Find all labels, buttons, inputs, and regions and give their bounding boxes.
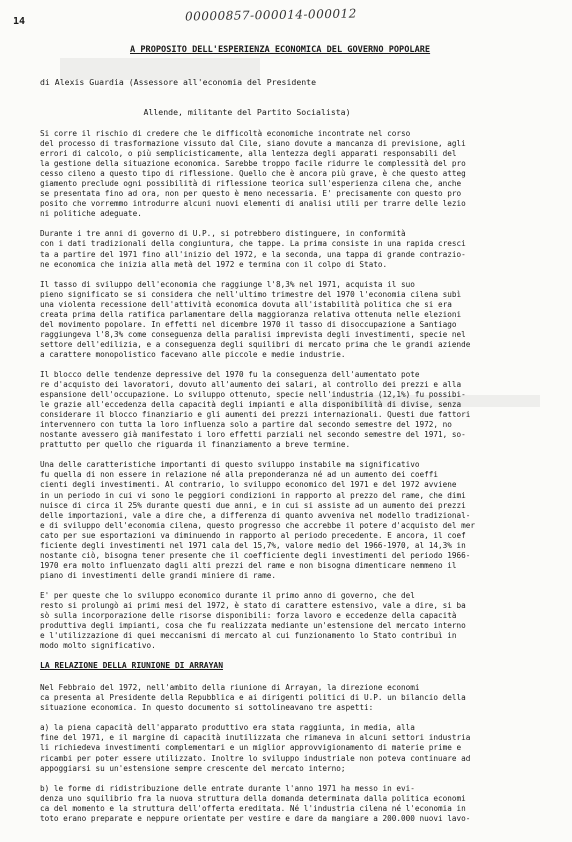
- text-line: ne economica che inizia alla metà del 1972 e termina con il colpo di Stato.: [40, 259, 388, 269]
- text-line: Una delle caratteristiche importanti di questo sviluppo instabile ma significativo: [40, 460, 420, 470]
- text-line: fu quella di non essere in relazione né alla preponderanza né ad un aumento dei coeffi: [40, 470, 439, 480]
- text-line: ricambi per poter essere utilizzato. Inoltre lo sviluppo industriale non poteva continuare ad: [40, 753, 471, 763]
- text-line: produttiva degli impianti, cosa che fu realizzata mediante un'estensione del mercato interno: [40, 621, 466, 631]
- paragraphs-before-section: [40, 129, 540, 651]
- text-line: considerare il blocco finanziario e gli aumenti dei prezzi internazionali. Questi due fattori: [40, 410, 471, 420]
- text-line: Il blocco delle tendenze depressive del 1970 fu la conseguenza dell'aumentato pote: [40, 369, 420, 379]
- text-line: in un periodo in cui vi sono le peggiori condizioni in rapporto al prezzo del rame, che dimi: [40, 490, 466, 500]
- text-line: a carattere monopolistico facevano alle piccole e medie industrie.: [40, 349, 346, 359]
- byline-line: Allende, militante del Partito Socialista): [40, 107, 351, 117]
- text-line: situazione economica. In questo documento si sottolineavano tre aspetti:: [40, 703, 374, 713]
- text-line: 1970 era molto influenzato dagli alti prezzi del rame e non bisogna dimenticare nemmeno il: [40, 560, 457, 570]
- text-line: ta a partire del 1971 fino all'inizio del 1972, e la seconda, una tappa di grande contrazio-: [40, 249, 466, 259]
- text-line: del movimento popolare. In effetti nel dicembre 1970 il tasso di disoccupazione a Santiago: [40, 319, 457, 329]
- text-line: a) la piena capacità dell'apparato produttivo era stata raggiunta, in media, alla: [40, 723, 415, 733]
- text-line: errori di calcolo, o più semplicisticamente, alla lentezza degli apparati responsabili del: [40, 149, 457, 159]
- text-line: li richiedeva investimenti complementari e un miglior approvvigionamento di materie prime e: [40, 743, 462, 753]
- byline-line: di Alexis Guardia (Assessore all'economia del Presidente: [40, 77, 317, 87]
- text-line: intervennero con tutta la loro influenza solo a partire dal secondo semestre del 1972, no: [40, 420, 452, 430]
- text-line: espansione dell'occupazione. Lo sviluppo ottenuto, specie nell'industria (12,1%) fu possibi-: [40, 390, 466, 400]
- text-line: una violenta recessione dell'attività economica dovuta all'istabilità politica che si era: [40, 299, 452, 309]
- page-number: 14: [13, 16, 26, 27]
- text-line: creata prima della ratifica parlamentare della maggioranza relativa ottenuta nelle elezioni: [40, 309, 462, 319]
- text-line: posito che vorremmo introdurre alcuni nuovi elementi di analisi utili per trarre delle lezio: [40, 199, 466, 209]
- paragraph: [40, 129, 540, 219]
- text-line: ca presenta al Presidente della Repubblica e ai dirigenti politici di U.P. un bilancio della: [40, 693, 466, 703]
- text-line: la gestione della situazione economica. Sarebbe troppo facile ridurre le complessità del pro: [40, 159, 466, 169]
- text-line: cato per sue esportazioni va diminuendo in rapporto al periodo precedente. E ancora, il coef: [40, 530, 466, 540]
- paragraphs-after-section: [40, 683, 540, 824]
- text-line: E' per queste che lo sviluppo economico durante il primo anno di governo, che del: [40, 590, 415, 600]
- text-line: appoggiarsi su un'estensione sempre crescente del mercato interno;: [40, 763, 346, 773]
- text-line: nostante avessero già manifestato i loro effetti parziali nel secondo semestre del 1971, so-: [40, 430, 466, 440]
- text-line: delle importazioni, vale a dire che, a differenza di quanto avveniva nel modello tradizional-: [40, 510, 471, 520]
- text-line: prattutto per quello che riguarda il finanziamento a breve termine.: [40, 440, 351, 450]
- text-line: resto si prolungò ai primi mesi del 1972, è stato di carattere estensivo, vale a dire, si ba: [40, 600, 466, 610]
- paragraph: [40, 723, 540, 773]
- text-line: ficiente degli investimenti nel 1971 cala del 15,7%, valore medio del 1966-1970, al 14,3% in: [40, 540, 466, 550]
- text-line: del processo di trasformazione vissuto dal Cile, siano dovute a mancanza di previsione, agli: [40, 139, 466, 149]
- paragraph: [40, 591, 540, 651]
- text-line: e di sviluppo dell'economia cilena, questo progresso che accrebbe il potere d'acquisto del mer: [40, 520, 476, 530]
- paragraph: [40, 784, 540, 824]
- text-line: ca del momento e la struttura dell'offerta ereditata. Né l'industria cilena né l'economia in: [40, 803, 466, 813]
- section-heading: LA RELAZIONE DELLA RIUNIONE DI ARRAYAN: [40, 661, 224, 671]
- text-line: giamento preclude ogni possibilità di riflessione teorica sull'esperienza cilena che, anche: [40, 179, 462, 189]
- text-line: piano di investimenti delle grandi miniere di rame.: [40, 570, 277, 580]
- text-line: fine del 1971, e il margine di capacità inutilizzata che rimaneva in alcuni settori industria: [40, 733, 471, 743]
- text-line: modo molto significativo.: [40, 641, 156, 651]
- text-line: Si corre il rischio di credere che le difficoltà economiche incontrate nel corso: [40, 129, 411, 138]
- text-line: nuisce di circa il 25% durante questi due anni, e in cui si assiste ad un aumento dei prezzi: [40, 500, 466, 510]
- text-line: cesso cileno a questo tipo di riflessione. Quello che è ancora più grave, è che questo atteg: [40, 169, 466, 179]
- byline: [40, 57, 520, 137]
- paragraph: [40, 229, 540, 269]
- text-line: Durante i tre anni di governo di U.P., si potrebbero distinguere, in conformità: [40, 229, 406, 239]
- text-line: Il tasso di sviluppo dell'economia che raggiunge l'8,3% nel 1971, acquista il suo: [40, 279, 415, 289]
- paragraph: [40, 683, 540, 713]
- text-line: raggiungeva l'8,3% come conseguenza della paralisi imprevista degli investimenti, specie nel: [40, 329, 466, 339]
- text-line: settore dell'edilizia, e a conseguenza degli squilibri di mercato prima che le grandi aziende: [40, 339, 471, 349]
- text-line: nostante ciò, bisogna tener presente che il coefficiente degli investimenti del periodo 1966-: [40, 550, 471, 560]
- text-line: denza uno squilibrio fra la nuova struttura della domanda determinata dalla politica economi: [40, 793, 466, 803]
- text-line: re d'acquisto dei lavoratori, dovuto all'aumento dei salari, al controllo dei prezzi e alla: [40, 380, 462, 390]
- text-line: con i dati tradizionali della congiuntura, che tappe. La prima consiste in una rapida cresci: [40, 239, 466, 249]
- paragraph: [40, 370, 540, 450]
- text-line: b) le forme di ridistribuzione delle entrate durante l'anno 1971 ha messo in evi-: [40, 783, 415, 793]
- text-line: sò sulla incorporazione delle risorse disponibili: forza lavoro e eccedenze della capacità: [40, 611, 457, 621]
- text-line: ni politiche adeguate.: [40, 209, 142, 219]
- text-line: e l'utilizzazione di quei meccanismi di mercato al cui funzionamento lo Stato contribuì in: [40, 631, 457, 641]
- article-body: [40, 129, 540, 834]
- text-line: cienti degli investimenti. Al contrario, lo sviluppo economico del 1971 e del 1972 avviene: [40, 480, 457, 490]
- text-line: toto erano preparate e neppure orientate per vestire e dare da mangiare a 200.000 nuovi lavo-: [40, 813, 471, 823]
- text-line: se presentata fino ad ora, non per questo è meno necessaria. E' precisamente con questo pro: [40, 189, 462, 199]
- paragraph: [40, 280, 540, 360]
- paragraph: [40, 460, 540, 581]
- text-line: le grazie all'eccedenza della capacità degli impianti e alla disponibilità di divise, senza: [40, 400, 462, 410]
- article-title: A PROPOSITO DELL'ESPERIENZA ECONOMICA DEL GOVERNO POPOLARE: [130, 45, 431, 55]
- text-line: pieno significato se si considera che nell'ultimo trimestre del 1970 l'economia cilena subì: [40, 289, 462, 299]
- archive-stamp: 00000857-000014-000012: [184, 6, 357, 24]
- text-line: Nel Febbraio del 1972, nell'ambito della riunione di Arrayan, la direzione economi: [40, 683, 420, 693]
